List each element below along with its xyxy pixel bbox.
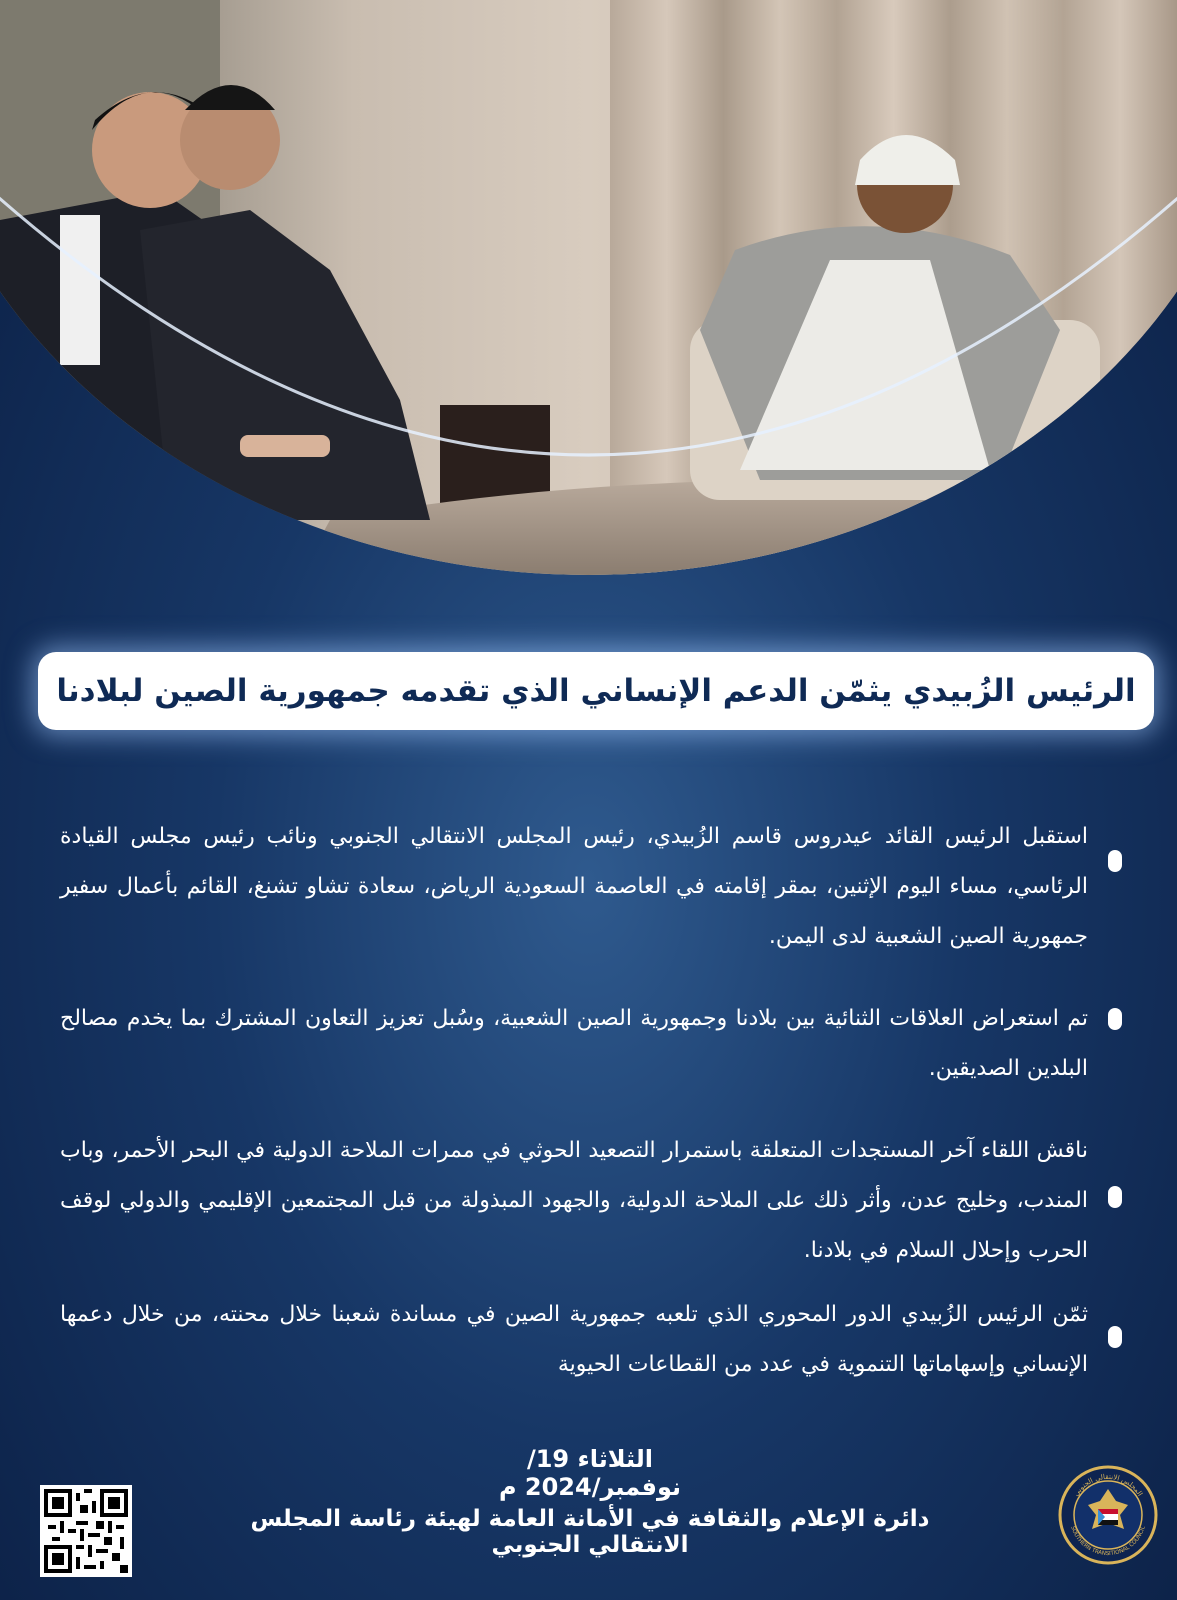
bullet-marker-icon: [1108, 850, 1122, 872]
meeting-photo-illustration: [0, 0, 1177, 575]
headline-banner: [38, 652, 1154, 730]
bullet-marker-icon: [1108, 1186, 1122, 1208]
headline-text: الرئيس الزُبيدي يثمّن الدعم الإنساني الذي تقدمه جمهورية الصين لبلادنا: [56, 673, 1136, 709]
bullet-text: ناقش اللقاء آخر المستجدات المتعلقة باستمرار التصعيد الحوثي في ممرات الملاحة الدولية في البحر الأحمر، وباب المندب، وخليج عدن، وأثر ذلك على الملاحة الدولية، والجهود المبذولة من قبل المجتمعين الإقليمي والدولي لوقف الحرب وإحلال السلام في بلادنا.: [60, 1138, 1088, 1263]
department-credit: دائرة الإعلام والثقافة في الأمانة العامة لهيئة رئاسة المجلس الانتقالي الجنوبي: [250, 1506, 930, 1558]
bullet-marker-icon: [1108, 1008, 1122, 1030]
emblem-english-text: SOUTHERN TRANSITIONAL COUNCIL: [1069, 1525, 1147, 1558]
bullet-text: تم استعراض العلاقات الثنائية بين بلادنا وجمهورية الصين الشعبية، وسُبل تعزيز التعاون المشترك بما يخدم مصالح البلدين الصديقين.: [60, 1006, 1088, 1081]
qr-code-icon[interactable]: [40, 1485, 132, 1577]
bullet-marker-icon: [1108, 1326, 1122, 1348]
bullet-text: استقبل الرئيس القائد عيدروس قاسم الزُبيدي، رئيس المجلس الانتقالي الجنوبي ونائب رئيس مجلس القيادة الرئاسي، مساء اليوم الإثنين، بمقر إقامته في العاصمة السعودية الرياض، سعادة تشاو تشنغ، القائم بأعمال سفير جمهورية الصين الشعبية لدى اليمن.: [60, 824, 1088, 949]
meeting-photo: [0, 0, 1177, 575]
publication-date: الثلاثاء 19/نوفمبر/2024 م: [498, 1445, 682, 1501]
emblem-arabic-text: المجلس الانتقالي الجنوبي: [1072, 1472, 1145, 1498]
bullet-text: ثمّن الرئيس الزُبيدي الدور المحوري الذي تلعبه جمهورية الصين في مساندة شعبنا خلال محنته، من خلال دعمها الإنساني وإسهاماتها التنموية في عدد من القطاعات الحيوية: [60, 1302, 1088, 1377]
council-emblem-icon: [1058, 1465, 1158, 1565]
